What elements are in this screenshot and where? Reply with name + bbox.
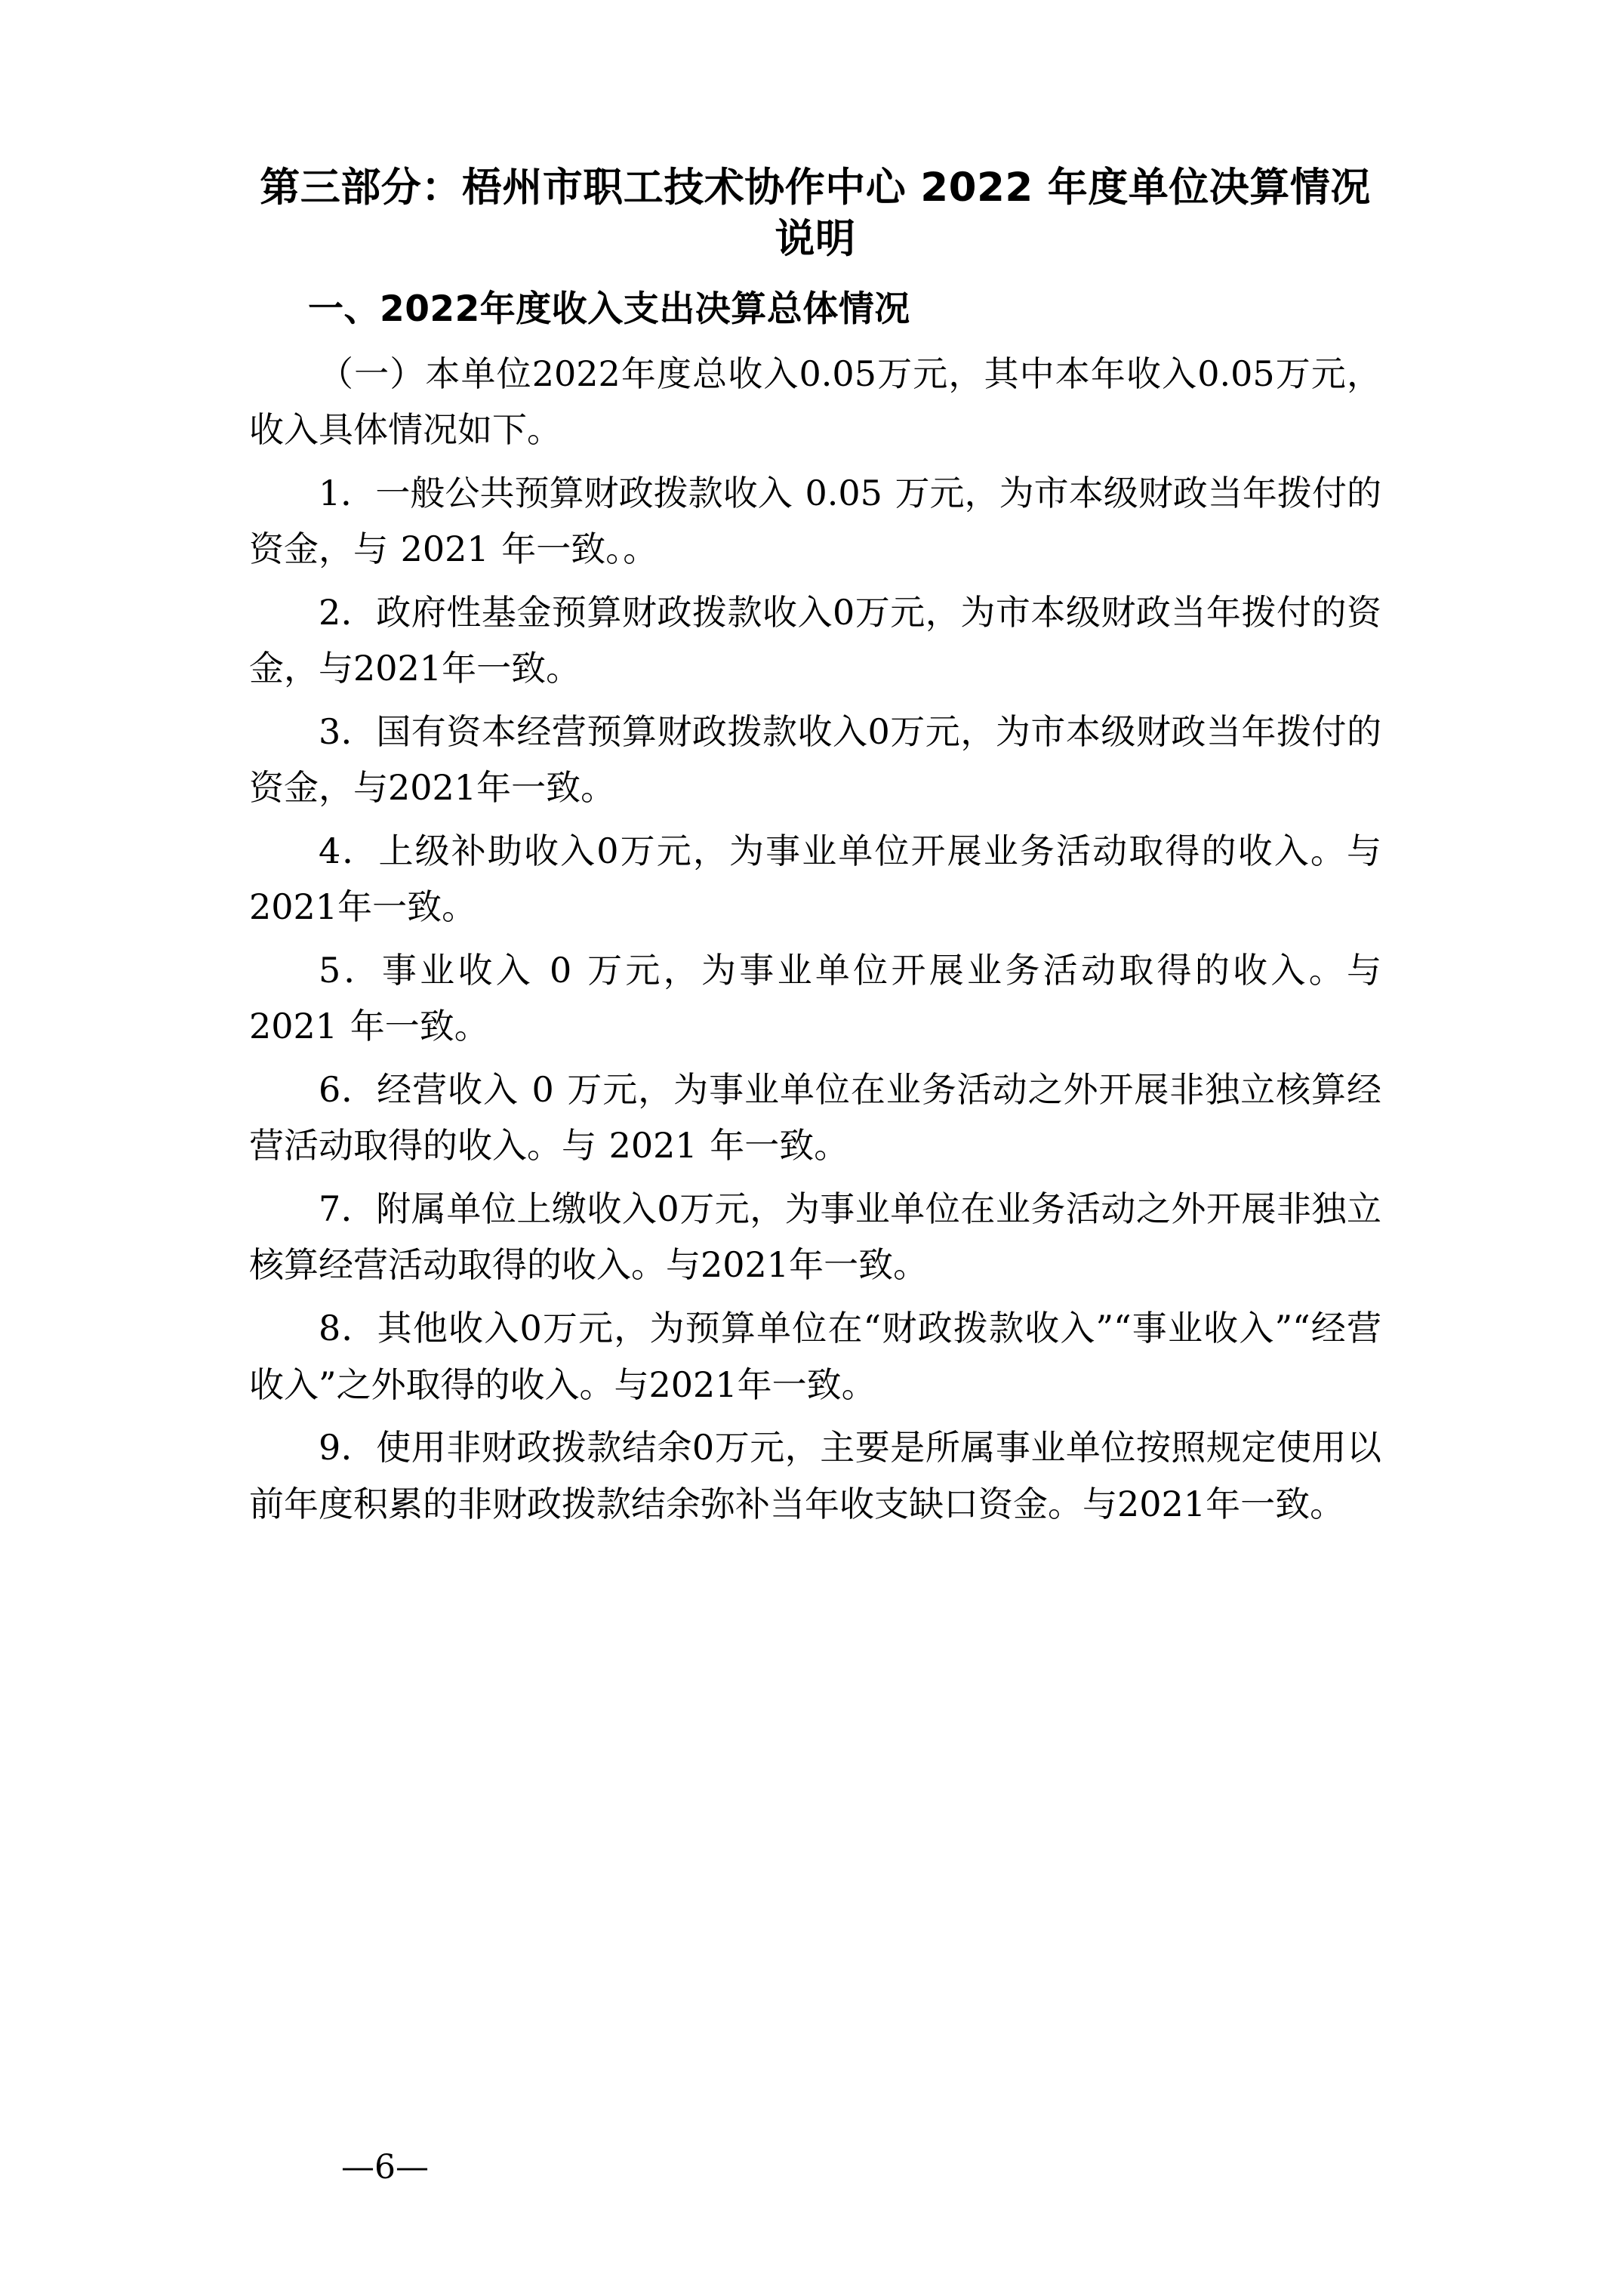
paragraph-1: （一）本单位2022年度总收入0.05万元，其中本年收入0.05万元，收入具体情况如下。 (249, 353, 1381, 451)
paragraph-4: 3．国有资本经营预算财政拨款收入0万元，为市本级财政当年拨付的资金，与2021年一致。 (249, 710, 1381, 809)
paragraph-7: 6．经营收入 0 万元，为事业单位在业务活动之外开展非独立核算经营活动取得的收入。与 2021 年一致。 (249, 1068, 1381, 1166)
paragraph-9: 8．其他收入0万元，为预算单位在“财政拨款收入”“事业收入”“经营收入”之外取得的收入。与2021年一致。 (249, 1308, 1381, 1405)
section-heading: 一、2022年度收入支出决算总体情况 (308, 288, 910, 330)
document-body (249, 162, 1381, 1539)
paragraph-8: 7．附属单位上缴收入0万元，为事业单位在业务活动之外开展非独立核算经营活动取得的收入。与2021年一致。 (249, 1188, 1381, 1286)
paragraph-3: 2．政府性基金预算财政拨款收入0万元，为市本级财政当年拨付的资金，与2021年一致。 (249, 591, 1381, 689)
page-title: 第三部分：梧州市职工技术协作中心 2022 年度单位决算情况说明 (260, 165, 1371, 262)
page-number (0, 2148, 1623, 2187)
paragraph-6: 5．事业收入 0 万元，为事业单位开展业务活动取得的收入。与 2021 年一致。 (249, 949, 1381, 1047)
paragraph-2: 1．一般公共预算财政拨款收入 0.05 万元，为市本级财政当年拨付的资金，与 2021 年一致。。 (249, 472, 1381, 570)
paragraph-5: 4．上级补助收入0万元，为事业单位开展业务活动取得的收入。与2021年一致。 (249, 830, 1381, 928)
paragraph-10: 9．使用非财政拨款结余0万元，主要是所属事业单位按照规定使用以前年度积累的非财政拨款结余弥补当年收支缺口资金。与2021年一致。 (249, 1427, 1381, 1524)
page-number-text: —6— (341, 2148, 429, 2187)
